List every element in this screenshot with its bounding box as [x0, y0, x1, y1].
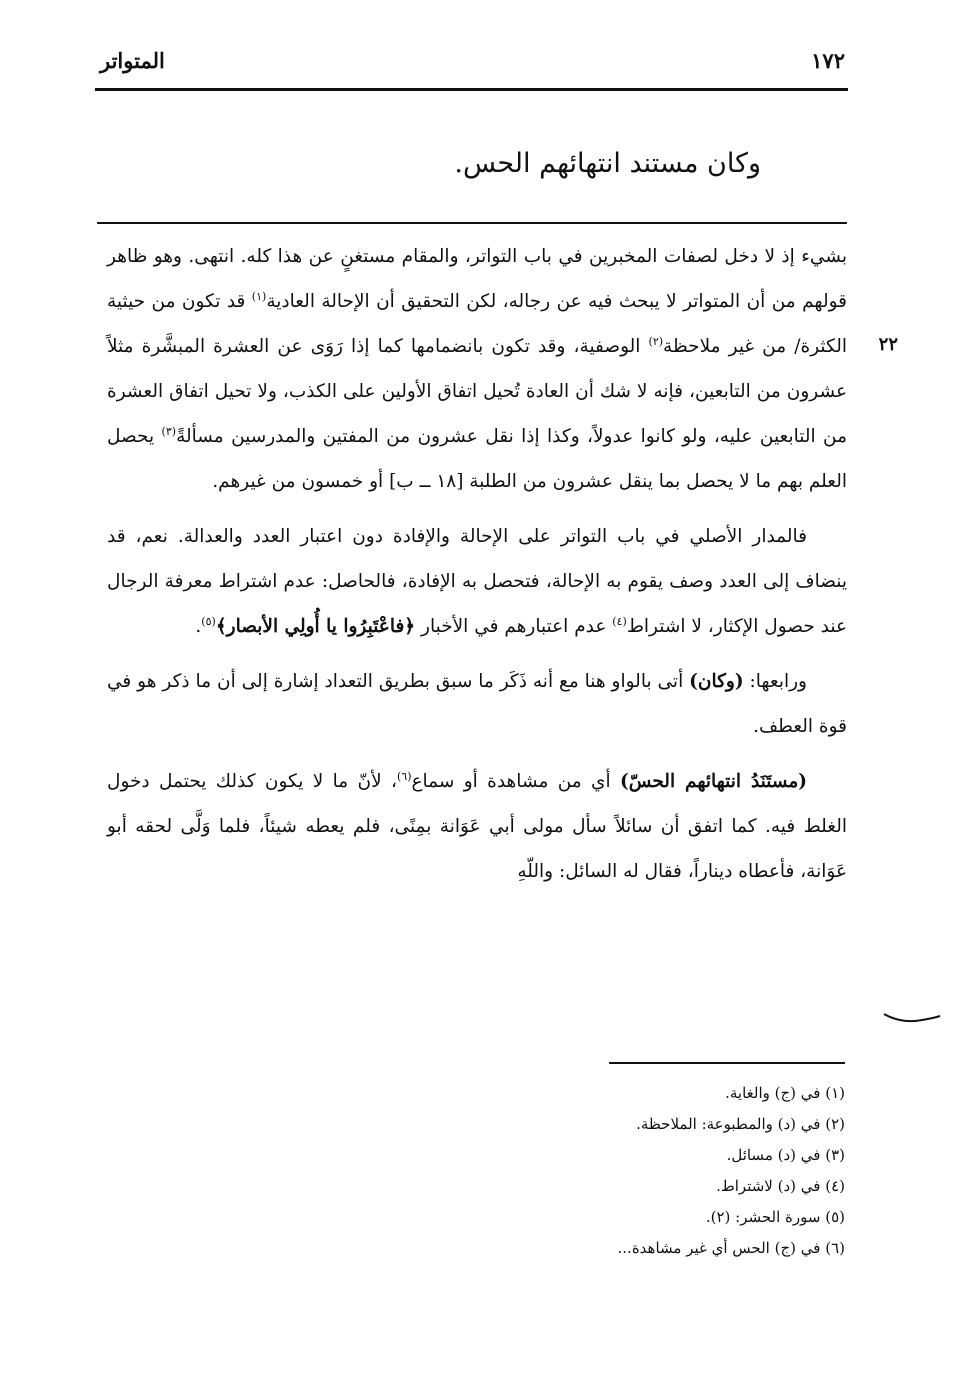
body-text	[107, 234, 847, 894]
paragraph-text: ، لأنّ ما لا يكون كذلك يحتمل دخول الغلط فيه. كما اتفق أن سائلاً سأل مولى أبي عَوَانة بمِنًى، فلم يعطه شيئاً، فلما وَلَّى لحقه أبو عَوَانة، فأعطاه ديناراً، فقال له السائل: واللّهِ	[107, 771, 847, 882]
footnote: (١) في (ج) والغاية.	[725, 1084, 845, 1102]
footnote: (٣) في (د) مسائل.	[726, 1146, 845, 1164]
footnote: (٢) في (د) والمطبوعة: الملاحظة.	[636, 1115, 845, 1133]
matn-quote: (وكان)	[689, 671, 744, 692]
footnote: (٦) في (ج) الحس أي غير مشاهدة...	[617, 1239, 845, 1257]
paragraph-text: ورابعها:	[743, 671, 807, 692]
paragraph-1	[107, 234, 847, 504]
paragraph-4	[107, 759, 847, 894]
footnote-marker: (٤)	[612, 614, 627, 628]
matn-rule	[97, 222, 847, 224]
matn-quote: (مستَنَدُ انتهائهم الحسّ)	[620, 771, 807, 792]
paragraph-text: يحصل العلم بهم ما لا يحصل بما ينقل عشرون من الطلبة [١٨ ــ ب] أو خمسون من غيرهم.	[107, 426, 847, 492]
paragraph-text: .	[195, 616, 202, 637]
paragraph-2	[107, 514, 847, 649]
margin-stroke	[882, 1010, 942, 1024]
header-rule	[95, 88, 848, 91]
footnote: (٤) في (د) لاشتراط.	[716, 1177, 845, 1195]
footnote-marker: (٣)	[161, 424, 177, 438]
paragraph-text: فالمدار الأصلي في باب التواتر على الإحالة والإفادة دون اعتبار العدد والعدالة. نعم، قد ينضاف إلى العدد وصف يقوم به الإحالة، فتحصل به الإفادة، فالحاصل: عدم اشتراط معرفة الرجال عند حصول الإكثار، لا اشتراط	[107, 526, 847, 637]
paragraph-3	[107, 659, 847, 749]
paragraph-text: قد تكون من حيثية الكثرة/ من غير ملاحظة	[107, 291, 847, 357]
paragraph-text: عدم اعتبارهم في الأخبار	[415, 616, 613, 637]
footnote: (٥) سورة الحشر: (٢).	[705, 1208, 845, 1226]
paragraph-text: بشيء إذ لا دخل لصفات المخبرين في باب التواتر، والمقام مستغنٍ عن هذا كله. انتهى. وهو ظاهر قولهم من أن المتواتر لا يبحث فيه عن رجاله، لكن التحقيق أن الإحالة العادية	[107, 246, 847, 312]
footnote-rule	[609, 1062, 845, 1064]
paragraph-text: الوصفية، وقد تكون بانضمامها كما إذا رَوَى عن العشرة المبشَّرة مثلاً عشرون من التابعين، فإنه لا شك أن العادة تُحيل اتفاق الأولين على الكذب، ولا تحيل اتفاق العشرة من التابعين عليه، ولو كانوا عدولاً، وكذا إذا نقل عشرون من المفتين والمدرسين مسألةً	[107, 336, 847, 447]
footnote-marker: (٥)	[201, 614, 216, 628]
running-title: المتواتر	[100, 48, 165, 73]
matn-line: وكان مستند انتهائهم الحس.	[454, 148, 761, 179]
footnotes	[345, 1078, 845, 1264]
folio-reference: ٢٢	[878, 334, 898, 355]
paragraph-text: أتى بالواو هنا مع أنه ذَكَر ما سبق بطريق التعداد إشارة إلى أن ما ذكر هو في قوة العطف.	[107, 671, 847, 737]
page-number: ١٧٢	[811, 48, 845, 73]
paragraph-text: أي من مشاهدة أو سماع	[411, 771, 621, 792]
footnote-marker: (٢)	[648, 334, 664, 348]
footnote-marker: (١)	[251, 289, 267, 303]
quran-quote: ﴿فاعْتَبِرُوا يا أُولِي الأبصار﴾	[215, 616, 416, 637]
footnote-marker: (٦)	[396, 769, 412, 783]
